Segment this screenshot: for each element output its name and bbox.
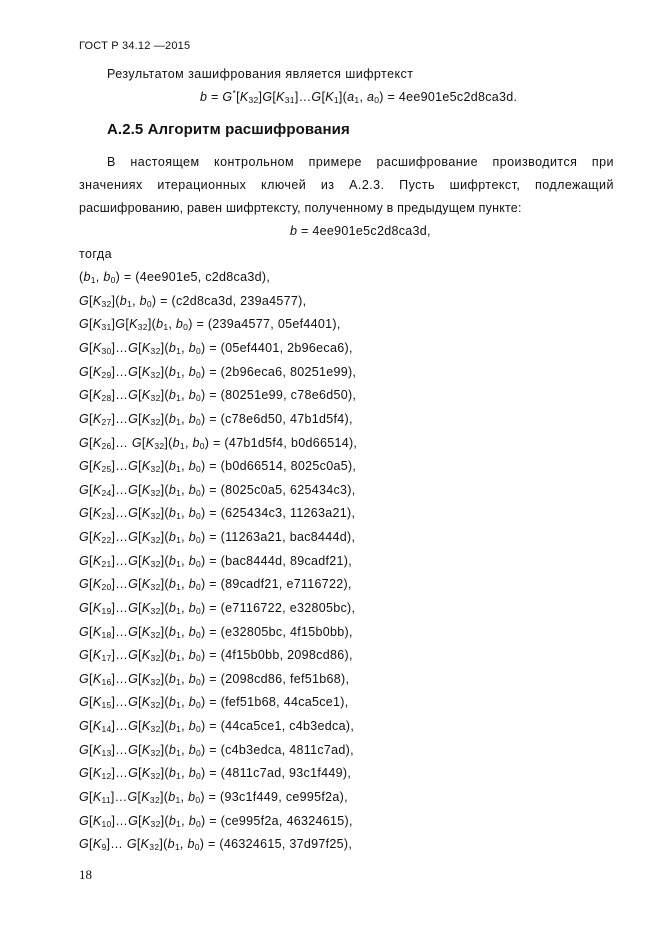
paragraph-word: итерационных <box>157 178 247 192</box>
paragraph-line-1 <box>79 155 614 169</box>
paragraph-word: значениях <box>79 178 143 192</box>
decryption-step: $G[K_9]\dots$ $G[K_{32}](b_1$, $b_0) = (46324615$, 37d97f25), <box>79 837 353 852</box>
step-value: = (bac8444d, 89cadf21), <box>209 554 353 568</box>
paragraph-word: настоящем <box>130 155 200 169</box>
step-value: = (fef51b68, 44ca5ce1), <box>209 695 349 709</box>
paragraph-word: при <box>591 155 614 169</box>
step-value: = (8025c0a5, 625434c3), <box>209 483 356 497</box>
step-value: = (2b96eca6, 80251e99), <box>209 365 357 379</box>
decryption-step: $G[K_{19}]\dots G[K_{32}](b_1$, $b_0) = (e7116722$, e32805bc), <box>79 601 356 616</box>
document-header: ГОСТ Р 34.12 —2015 <box>79 40 191 52</box>
paragraph-line-2 <box>79 178 614 192</box>
paragraph-word: производится <box>492 155 578 169</box>
decryption-step: $G[K_{28}]\dots G[K_{32}](b_1$, $b_0) = (80251e99$, c78e6d50), <box>79 388 357 403</box>
cipher-formula: b = 4ee901e5c2d8ca3d, <box>290 224 431 238</box>
decryption-step: $G[K_{27}]\dots G[K_{32}](b_1$, $b_0) = (c78e6d50$, 47b1d5f4), <box>79 412 353 427</box>
step-value: = (05ef4401, 2b96eca6), <box>209 341 353 355</box>
paragraph-word: шифртекст, <box>449 178 521 192</box>
decryption-step: $G[K_{12}]\dots G[K_{32}](b_1$, $b_0) = (4811c7ad$, 93c1f449), <box>79 766 352 781</box>
page-number: 18 <box>79 867 92 882</box>
decryption-step: ($b_1$, $b_0) = (4ee901e5$, c2d8ca3d), <box>79 270 271 285</box>
step-value: = (b0d66514, 8025c0a5), <box>209 459 357 473</box>
step-value: = (625434c3, 11263a21), <box>209 506 356 520</box>
step-value: = (e32805bc, 4f15b0bb), <box>209 625 353 639</box>
cipher-value: = 4ee901e5c2d8ca3d, <box>301 224 431 238</box>
paragraph-word: В <box>107 155 116 169</box>
decryption-step: $G[K_{17}]\dots G[K_{32}](b_1$, $b_0) = (4f15b0bb$, 2098cd86), <box>79 648 353 663</box>
paragraph-word: примере <box>308 155 362 169</box>
step-value: = (47b1d5f4, b0d66514), <box>213 436 358 450</box>
decryption-step: $G[K_{29}]\dots G[K_{32}](b_1$, $b_0) = (2b96eca6$, 80251e99), <box>79 365 357 380</box>
paragraph-word: Пусть <box>399 178 435 192</box>
paragraph-word: из <box>320 178 335 192</box>
step-value: = (c78e6d50, 47b1d5f4), <box>209 412 353 426</box>
step-value: = (80251e99, c78e6d50), <box>209 388 357 402</box>
decryption-step: $G[K_{21}]\dots G[K_{32}](b_1$, $b_0) = (bac8444d$, 89cadf21), <box>79 554 353 569</box>
decryption-step: $G[K_{16}]\dots G[K_{32}](b_1$, $b_0) = (2098cd86$, fef51b68), <box>79 672 350 687</box>
decryption-step: $G[K_{32}](b_1$, $b_0) = (c2d8ca3d$, 239a4577), <box>79 294 307 309</box>
decryption-step: $G[K_{23}]\dots G[K_{32}](b_1$, $b_0) = (625434c3$, 11263a21), <box>79 506 356 521</box>
step-value: = (46324615, 37d97f25), <box>208 837 353 851</box>
step-value: = (4f15b0bb, 2098cd86), <box>209 648 353 662</box>
step-value: = (e7116722, e32805bc), <box>209 601 356 615</box>
step-value: = (93c1f449, ce995f2a), <box>208 790 348 804</box>
decryption-step: $G[K_{20}]\dots G[K_{32}](b_1$, $b_0$) = (89cadf21, e7116722), <box>79 577 352 592</box>
step-value: = (4ee901e5, c2d8ca3d), <box>123 270 271 284</box>
section-title: А.2.5 Алгоритм расшифрования <box>107 121 350 138</box>
paragraph-line-3: расшифрованию, равен шифртексту, полученному в предыдущем пункте: <box>79 201 522 215</box>
paragraph-word: контрольном <box>214 155 295 169</box>
decryption-step: $G[K_{11}]\dots G[K_{32}](b_1$, $b_0) = (93c1f449$, ce995f2a), <box>79 790 348 805</box>
then-word: тогда <box>79 247 113 261</box>
decryption-step: $G[K_{31}]G[K_{32}](b_1$, $b_0) = (239a4577$, 05ef4401), <box>79 317 341 332</box>
result-formula: $b = G^*[K_{32}]G[K_{31}]\dots G[K_1](a_1$, $a_0) = 4ee901e5c2d8ca3d$. <box>200 88 518 105</box>
step-value: = (2098cd86, fef51b68), <box>209 672 350 686</box>
decryption-step: $G[K_{15}]\dots G[K_{32}](b_1$, $b_0) = (fef51b68$, 44ca5ce1), <box>79 695 349 710</box>
decryption-step: $G[K_{30}]\dots G[K_{32}](b_1$, $b_0) = (05ef4401$, 2b96eca6), <box>79 341 353 356</box>
step-value: = (c4b3edca, 4811c7ad), <box>209 743 354 757</box>
paragraph-word: расшифрование <box>376 155 478 169</box>
decryption-step: $G[K_{26}]\dots$ $G[K_{32}](b_1$, $b_0) = (47b1d5f4$, b0d66514), <box>79 436 358 451</box>
decryption-step: $G[K_{24}]\dots G[K_{32}](b_1$, $b_0) = (8025c0a5$, 625434c3), <box>79 483 356 498</box>
decryption-step: $G[K_{18}]\dots G[K_{32}](b_1$, $b_0) = (e32805bc$, 4f15b0bb), <box>79 625 353 640</box>
decryption-step: $G[K_{22}]\dots G[K_{32}](b_1$, $b_0) = (11263a21$, bac8444d), <box>79 530 356 545</box>
step-value: = (4811c7ad, 93c1f449), <box>209 766 352 780</box>
step-value: = (89cadf21, e7116722), <box>209 577 352 591</box>
decryption-step: $G[K_{25}]\dots G[K_{32}](b_1$, $b_0) = (b0d66514$, 8025c0a5), <box>79 459 357 474</box>
result-value: = 4ee901e5c2d8ca3d. <box>387 90 518 104</box>
paragraph-word: ключей <box>261 178 307 192</box>
decryption-step: $G[K_{10}]\dots G[K_{32}](b_1$, $b_0) = (ce995f2a$, 46324615), <box>79 814 353 829</box>
paragraph-word: А.2.3. <box>349 178 385 192</box>
decryption-step: $G[K_{14}]\dots G[K_{32}](b_1$, $b_0) = (44ca5ce1$, c4b3edca), <box>79 719 355 734</box>
decryption-step: $G[K_{13}]\dots G[K_{32}](b_1$, $b_0$) = (c4b3edca, 4811c7ad), <box>79 743 354 758</box>
step-value: = (ce995f2a, 46324615), <box>209 814 353 828</box>
step-value: = (44ca5ce1, c4b3edca), <box>209 719 355 733</box>
result-intro-text: Результатом зашифрования является шифртекст <box>107 67 414 81</box>
paragraph-word: подлежащий <box>534 178 614 192</box>
step-value: = (11263a21, bac8444d), <box>209 530 356 544</box>
step-value: = (c2d8ca3d, 239a4577), <box>160 294 307 308</box>
step-value: = (239a4577, 05ef4401), <box>196 317 341 331</box>
